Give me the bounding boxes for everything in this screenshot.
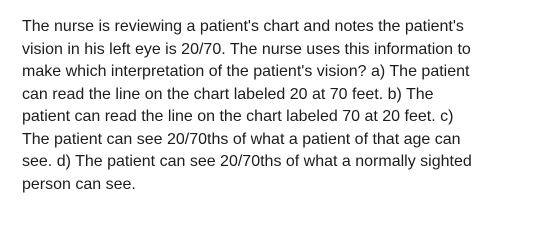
question-line: vision in his left eye is 20/70. The nurse uses this information to: [22, 40, 471, 58]
question-line: The patient can see 20/70ths of what a patient of that age can: [22, 130, 461, 148]
question-line: person can see.: [22, 175, 136, 193]
question-line: The nurse is reviewing a patient's chart and notes the patient's: [22, 18, 464, 35]
question-line: patient can read the line on the chart labeled 70 at 20 feet. c): [22, 108, 454, 125]
question-line: can read the line on the chart labeled 20 at 70 feet. b) The: [22, 85, 434, 103]
question-line: make which interpretation of the patient's vision? a) The patient: [22, 63, 470, 80]
question-text: [22, 16, 552, 196]
question-line: see. d) The patient can see 20/70ths of what a normally sighted: [22, 153, 472, 170]
